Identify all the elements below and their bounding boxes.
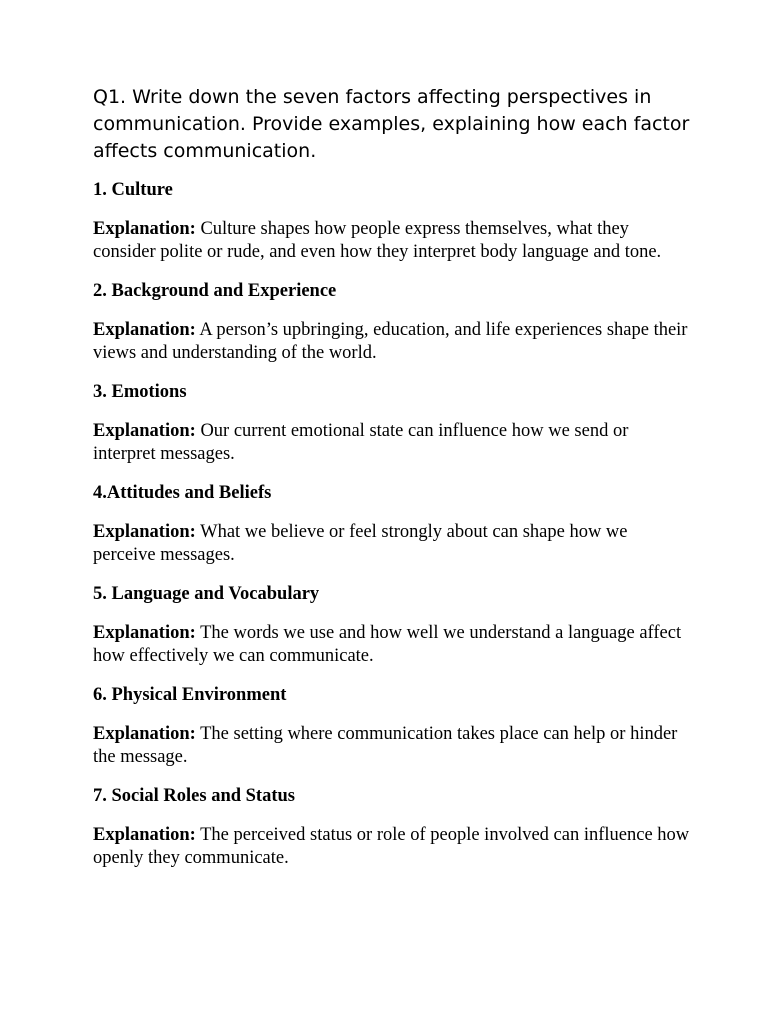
factor-5 [93,583,693,667]
question-text: Q1. Write down the seven factors affecting perspectives in communication. Provide examples, explaining how each factor affects communication. [93,86,690,162]
factor-explanation [93,824,693,869]
factor-heading: 6. Physical Environment [93,685,287,705]
factor-heading: 4.Attitudes and Beliefs [93,483,272,503]
explanation-label: Explanation: [93,219,196,239]
explanation-label: Explanation: [93,421,196,441]
explanation-text: The setting where communication takes place can help or hinder the message. [93,724,678,767]
factor-6 [93,684,693,768]
factor-1 [93,179,693,263]
factor-explanation [93,521,693,566]
factor-3 [93,381,693,465]
explanation-label: Explanation: [93,724,196,744]
explanation-text: Our current emotional state can influence how we send or interpret messages. [93,421,629,464]
factor-explanation [93,319,693,364]
factor-explanation [93,420,693,465]
explanation-text: The perceived status or role of people involved can influence how openly they communicate. [93,825,690,868]
explanation-text: What we believe or feel strongly about can shape how we perceive messages. [93,522,628,565]
explanation-label: Explanation: [93,320,196,340]
factor-explanation [93,622,693,667]
factor-explanation [93,218,693,263]
document-page [93,84,693,886]
explanation-label: Explanation: [93,825,196,845]
factor-4 [93,482,693,566]
factor-heading: 1. Culture [93,180,173,200]
factor-heading: 5. Language and Vocabulary [93,584,320,604]
factor-heading: 7. Social Roles and Status [93,786,295,806]
factor-explanation [93,723,693,768]
factor-2 [93,280,693,364]
factor-heading: 3. Emotions [93,382,187,402]
explanation-text: A person’s upbringing, education, and life experiences shape their views and understanding of the world. [93,320,688,363]
explanation-text: The words we use and how well we understand a language affect how effectively we can communicate. [93,623,682,666]
explanation-label: Explanation: [93,623,196,643]
factor-7 [93,785,693,869]
explanation-label: Explanation: [93,522,196,542]
factor-heading: 2. Background and Experience [93,281,337,301]
explanation-text: Culture shapes how people express themselves, what they consider polite or rude, and even how they interpret body language and tone. [93,219,662,262]
